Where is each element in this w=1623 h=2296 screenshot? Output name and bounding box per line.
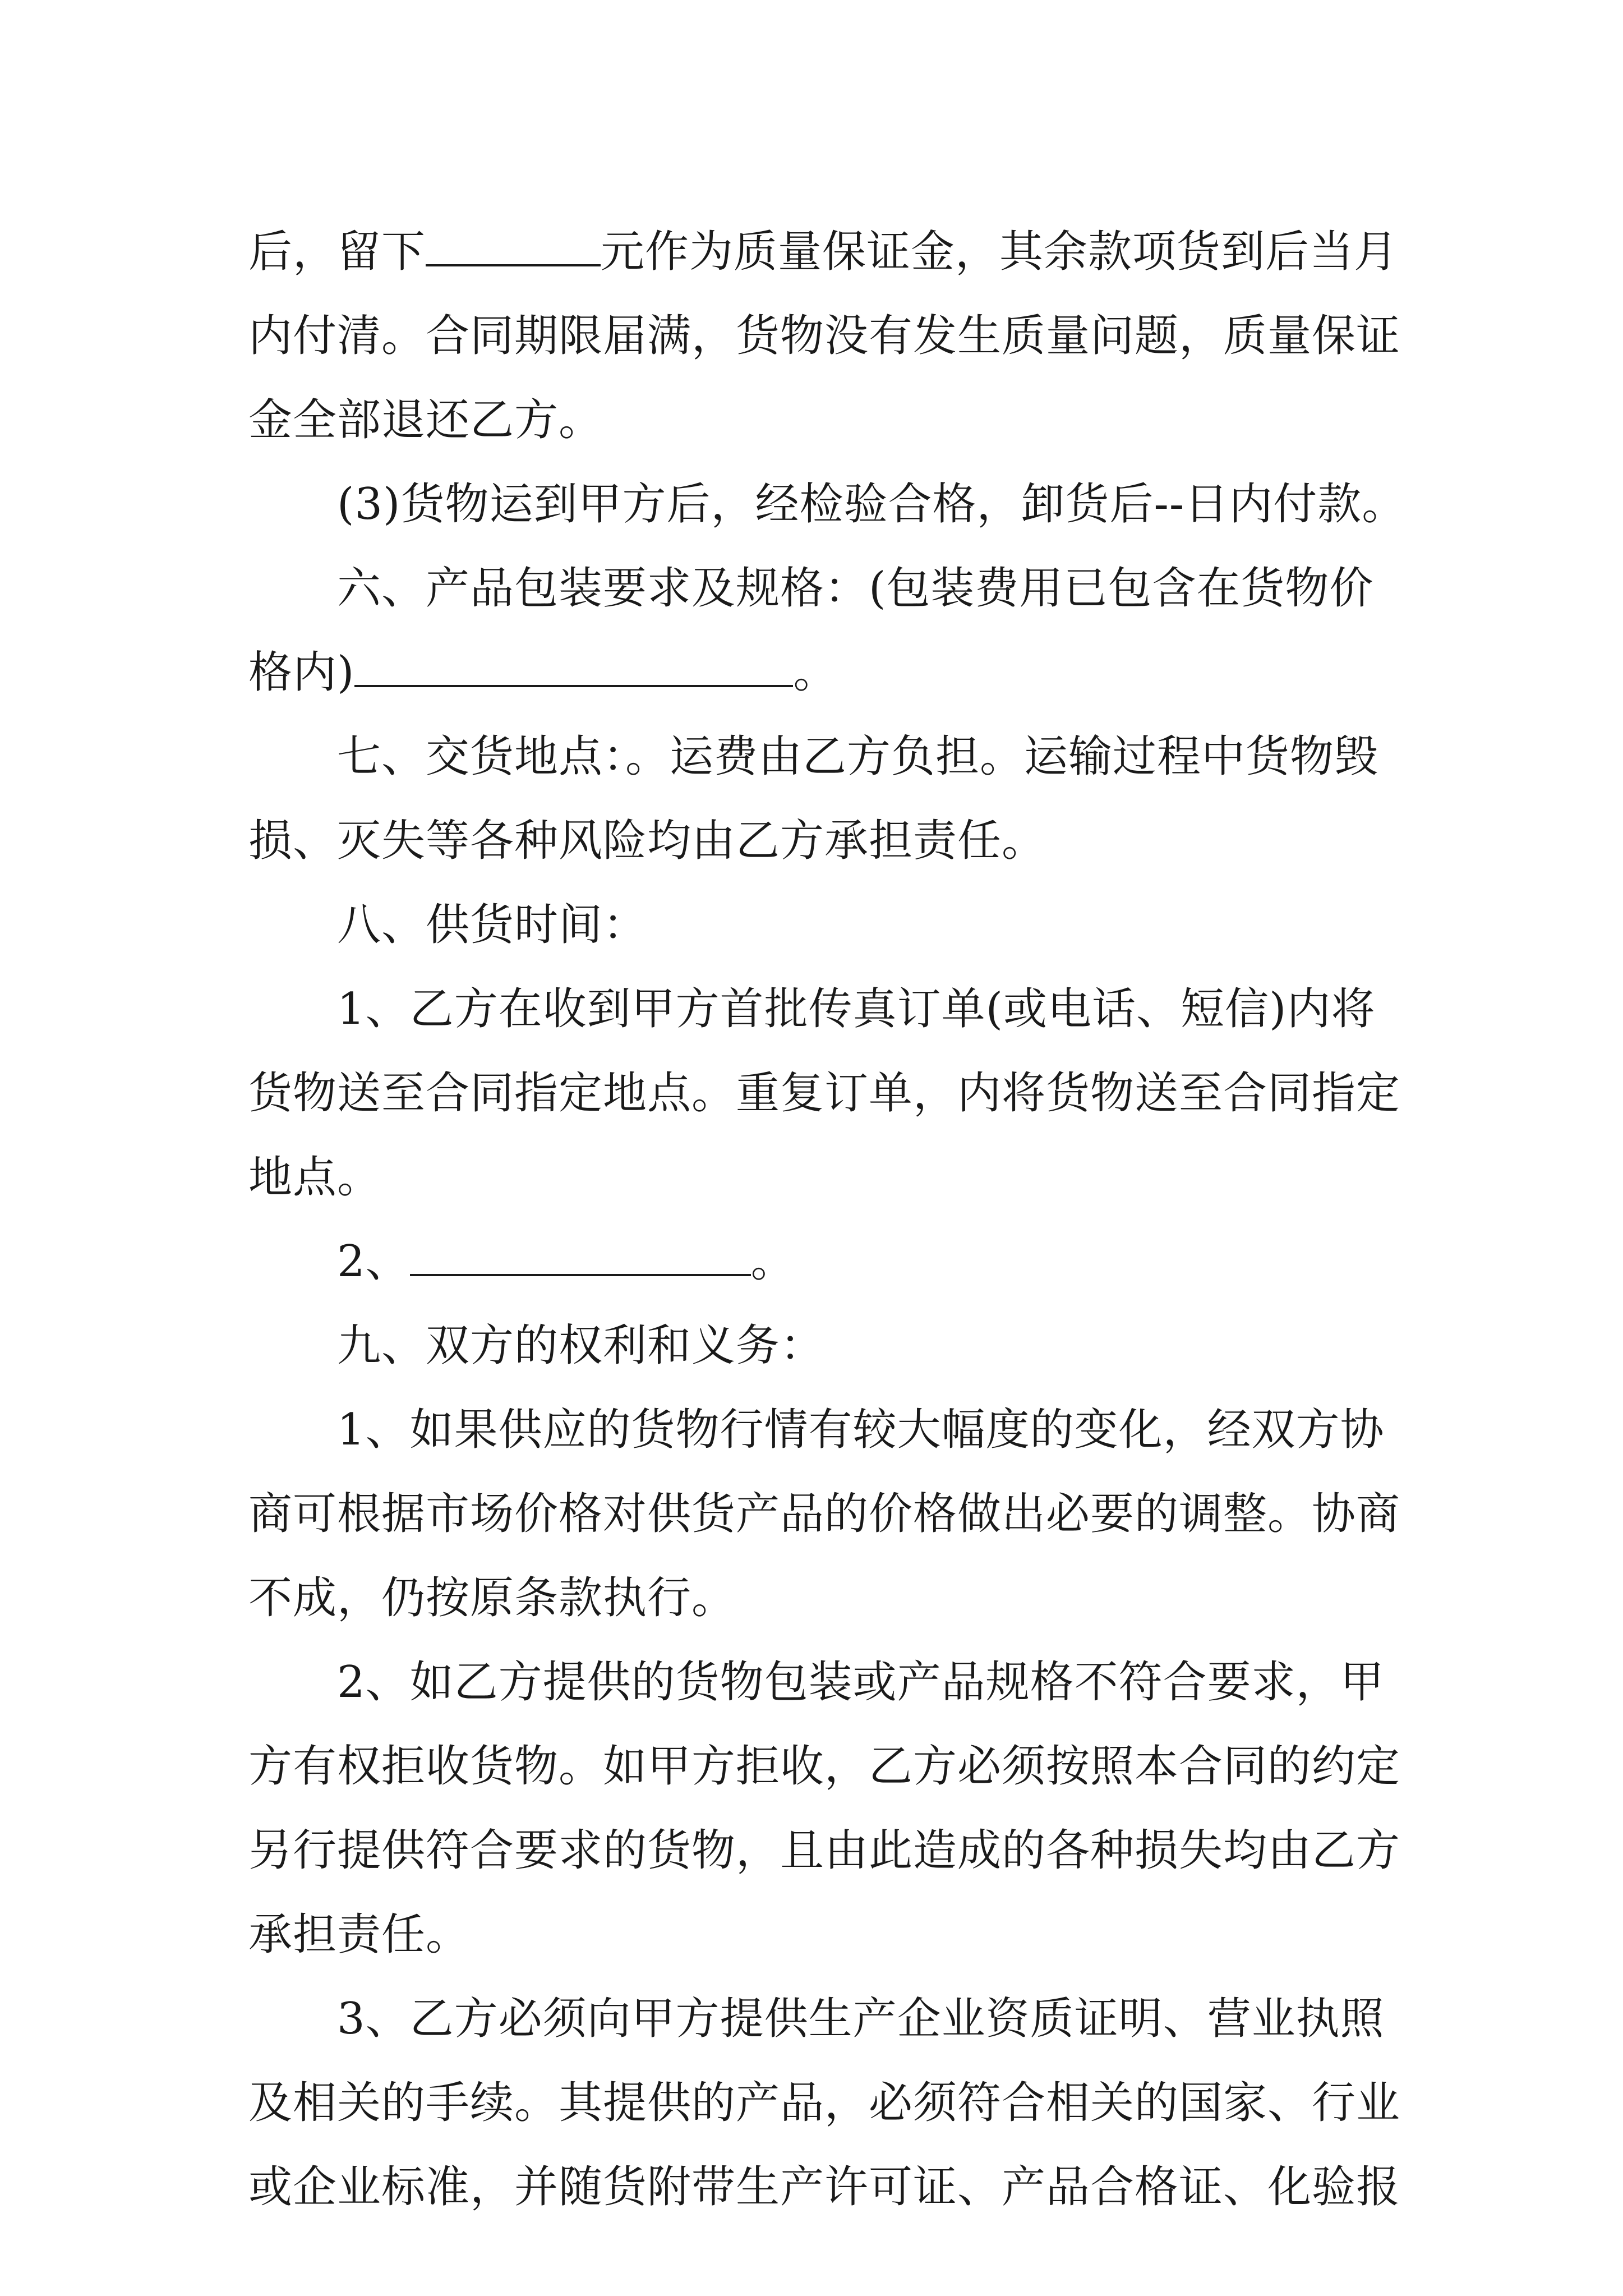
- text-line: [248, 631, 1381, 715]
- fill-in-blank: [426, 229, 601, 266]
- text-line: 货物送至合同指定地点。重复订单，内将货物送至合同指定: [248, 1068, 1401, 1119]
- section-heading: 六、产品包装要求及规格：(包装费用已包含在货物价: [337, 563, 1374, 614]
- text-segment: 元作为质量保证金，其余款项货到后当月: [601, 227, 1399, 277]
- text-line: 另行提供符合要求的货物，且由此造成的各种损失均由乙方: [248, 1825, 1401, 1876]
- clause-paragraph: 1、如果供应的货物行情有较大幅度的变化，经双方协: [337, 1405, 1385, 1455]
- text-segment: 后，留下: [248, 227, 426, 277]
- text-line: 及相关的手续。其提供的产品，必须符合相关的国家、行业: [248, 2078, 1401, 2128]
- contract-body-text: [248, 210, 1407, 2229]
- section-heading: 八、供货时间：: [337, 900, 648, 950]
- clause-paragraph: (3)货物运到甲方后，经检验合格，卸货后--日内付款。: [337, 479, 1407, 530]
- text-segment: 2、: [337, 1236, 410, 1287]
- text-line: 金全部退还乙方。: [248, 395, 603, 445]
- text-segment: 。: [793, 647, 838, 698]
- fill-in-blank: [354, 650, 793, 687]
- text-line: 不成，仍按原条款执行。: [248, 1573, 736, 1623]
- fill-in-blank: [410, 1239, 751, 1276]
- text-line: 商可根据市场价格对供货产品的价格做出必要的调整。协商: [248, 1489, 1401, 1539]
- clause-paragraph: [248, 1220, 1381, 1304]
- clause-paragraph: 1、乙方在收到甲方首批传真订单(或电话、短信)内将: [337, 984, 1376, 1034]
- text-segment: 格内): [248, 647, 355, 698]
- text-line: 内付清。合同期限届满，货物没有发生质量问题，质量保证: [248, 311, 1401, 361]
- text-line: [248, 210, 1399, 294]
- section-heading: 九、双方的权利和义务：: [337, 1320, 825, 1371]
- text-segment: 。: [750, 1236, 795, 1287]
- text-line: 或企业标准，并随货附带生产许可证、产品合格证、化验报: [248, 2162, 1401, 2212]
- text-line: 方有权拒收货物。如甲方拒收，乙方必须按照本合同的约定: [248, 1741, 1401, 1792]
- text-line: 地点。: [248, 1152, 382, 1203]
- clause-paragraph: 2、如乙方提供的货物包装或产品规格不符合要求，甲: [337, 1657, 1385, 1708]
- text-line: 承担责任。: [248, 1910, 471, 1960]
- section-heading: 七、交货地点：。运费由乙方负担。运输过程中货物毁: [337, 731, 1379, 782]
- clause-paragraph: 3、乙方必须向甲方提供生产企业资质证明、营业执照: [337, 1994, 1385, 2044]
- text-line: 损、灭失等各种风险均由乙方承担责任。: [248, 816, 1046, 866]
